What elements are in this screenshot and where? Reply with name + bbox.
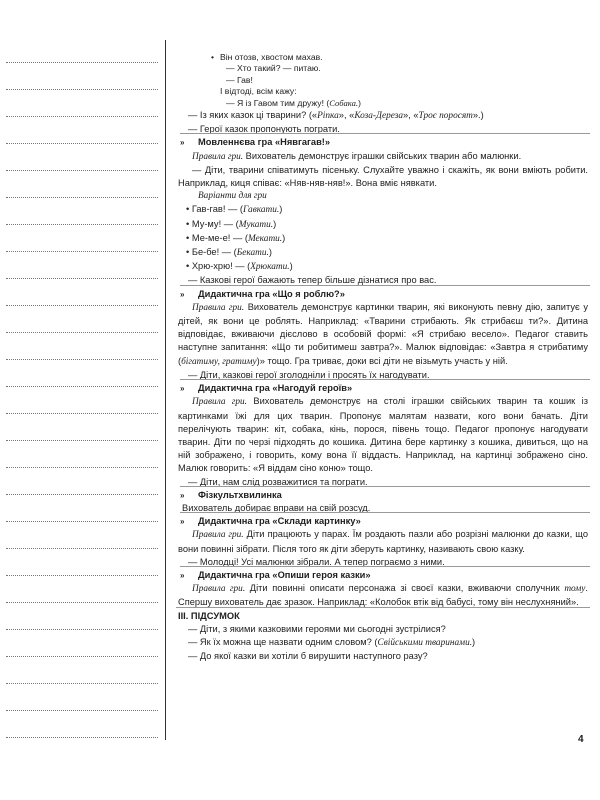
note-line xyxy=(6,224,158,225)
note-line xyxy=(6,197,158,198)
rules-label: Правила гри. xyxy=(192,584,246,595)
bullet-icon: • xyxy=(186,218,192,229)
summary-question: — До якої казки ви хотіли б вирушити наступного разу? xyxy=(188,651,428,662)
double-arrow-icon: » xyxy=(180,570,185,580)
text: », « xyxy=(338,110,355,121)
rules-label: Правила гри. xyxy=(192,397,247,408)
section-heading xyxy=(178,515,588,528)
paragraph: — Діти, тварини співатимуть пісеньку. Слухайте уважно і скажіть, як вони вміють робити. Наприклад, киця співає: «Няв-няв-няв!». Вона вміє нявкати. xyxy=(178,164,588,189)
poem-text: — Я із Гавом тим дружу! ( xyxy=(226,97,330,108)
variant-text: ) xyxy=(282,232,286,243)
rules-italic: тому xyxy=(564,584,586,595)
variant-answer: Гавкати. xyxy=(243,205,280,216)
section-title: Мовленнєва гра «Нявгагав!» xyxy=(198,137,331,148)
rules-label: Правила гри. xyxy=(192,530,244,541)
paragraph: Вихователь добирає вправи на свій розсуд. xyxy=(182,502,371,513)
variant-text: Ме-ме-е! — ( xyxy=(191,232,248,243)
note-line xyxy=(6,629,158,630)
poem xyxy=(178,52,588,109)
summary-question xyxy=(178,636,588,650)
variants-label: Варіанти для гри xyxy=(198,191,267,202)
summary-question: — Діти, з якими казковими героями ми сьогодні зустрілися? xyxy=(188,623,446,634)
variant-text: ) xyxy=(268,247,272,258)
variant-text: Му-му! — ( xyxy=(191,218,239,229)
paragraph: — Молодці! Усі малюнки зібрали. А тепер пограємо з ними. xyxy=(188,556,445,567)
answer: Свійськими тваринами. xyxy=(377,637,473,648)
note-line xyxy=(6,413,158,414)
rules-text: Діти працюють у парах. Їм роздають пазли або розрізні малюнки до казки, що вони повинні зібрати. Після того як діти зберуть картинку, називають свою казку. xyxy=(178,529,588,554)
tale-title: Коза-Дереза xyxy=(354,111,403,122)
poem-line: Він отозв, хвостом махав. xyxy=(220,52,323,62)
variants-list xyxy=(178,203,588,274)
double-arrow-icon: » xyxy=(180,490,185,500)
note-line xyxy=(6,278,158,279)
variant-item xyxy=(186,246,391,260)
note-line xyxy=(6,683,158,684)
rules-paragraph xyxy=(178,582,588,609)
paragraph: — Казкові герої бажають тепер більше дізнатися про вас. xyxy=(188,275,437,286)
rules-text: Діти повинні описати персонажа зі своєї казки, вживаючи сполучник xyxy=(245,583,565,594)
variant-item xyxy=(186,218,391,232)
section-heading xyxy=(178,569,588,582)
section-title: Дидактична гра «Нагодуй героїв» xyxy=(198,383,353,394)
bullet-icon: • xyxy=(186,261,192,272)
bullet-icon: • xyxy=(186,247,192,258)
bullet-icon: • xyxy=(211,52,215,62)
note-line xyxy=(6,116,158,117)
note-line xyxy=(6,548,158,549)
section-heading xyxy=(178,489,588,502)
variant-text: Хрю-хрю! — ( xyxy=(191,261,251,272)
poem-text: ) xyxy=(358,97,361,108)
note-line xyxy=(6,467,158,468)
text: », « xyxy=(403,110,419,121)
poem-answer: Собака. xyxy=(329,97,359,108)
variant-text: Бе-бе! — ( xyxy=(191,247,237,258)
note-line xyxy=(6,251,158,252)
variant-text: ) xyxy=(279,204,283,215)
note-line xyxy=(6,386,158,387)
poem-line xyxy=(220,98,588,109)
page-content xyxy=(178,52,588,663)
variant-item xyxy=(186,203,391,217)
note-line xyxy=(6,575,158,576)
variant-item xyxy=(186,232,391,246)
rules-italic: бігатиму, гратиму xyxy=(181,356,257,367)
bullet-icon: • xyxy=(186,232,192,243)
summary-heading: ІІІ. ПІДСУМОК xyxy=(178,610,588,623)
poem-line: І відтоді, всім кажу: xyxy=(220,86,297,97)
note-line xyxy=(6,710,158,711)
variant-answer: Мекати. xyxy=(247,233,283,244)
note-line xyxy=(6,521,158,522)
tale-title: Ріпка xyxy=(317,111,339,122)
text: — Як їх можна ще назвати одним словом? ( xyxy=(188,636,378,647)
page-number: 4 xyxy=(578,734,584,745)
rules-text: Вихователь демонструє на столі іграшки свійських тварин та кошик із картинками їжі для цих тварин. Пропонує малятам назвати, кого вони бачать. Діти перелічують тварин: кіт, собака, кінь, порося, півень тощо. Педагог пропонує нагодувати тварин. Діти по черзі підходять до кошика. Дитина бере картинку з кошика, дивиться, що на ній зображено, і говорить, кому вона її віддасть. Наприклад, на картинці зображено сіно. Малюк говорить: «Я віддам сіно коню» тощо. xyxy=(178,396,588,474)
note-line xyxy=(6,737,158,738)
paragraph: — Діти, нам слід розважитися та пограти. xyxy=(188,476,368,487)
section-title: Дидактична гра «Що я роблю?» xyxy=(198,288,345,299)
variant-answer: Бекати. xyxy=(236,248,269,259)
text: — Із яких казок ці тварини? (« xyxy=(188,110,318,121)
note-line xyxy=(6,143,158,144)
section-title: Фізкультхвилинка xyxy=(198,489,282,500)
bullet-icon: • xyxy=(186,204,192,215)
double-arrow-icon: » xyxy=(180,384,185,394)
text: ».) xyxy=(472,110,484,121)
double-arrow-icon: » xyxy=(180,517,185,527)
variant-text: ) xyxy=(273,218,277,229)
rules-text: )» тощо. Гра триває, доки всі діти не візьмуть участь у ній. xyxy=(256,355,508,366)
rules-paragraph xyxy=(178,395,588,475)
note-line xyxy=(6,359,158,360)
variant-text: ) xyxy=(289,261,293,272)
note-line xyxy=(6,62,158,63)
note-line xyxy=(6,170,158,171)
rules-text: Вихователь демонструє картинки тварин, які виконують певну дію, запитує у дітей, як вони це роблять. Наприклад: «Тварини стрибають. Як стрибаєш ти?». Дитина відповідає, вживаючи дієслово в особовій формі: «Я стрибаю весело». Педагог ставить наступне запитання: «Що ти робитимеш завтра?». Малюк відповідає: «Завтра я стрибатиму ( xyxy=(178,301,589,366)
note-line xyxy=(6,602,158,603)
variant-answer: Мукати. xyxy=(238,219,274,230)
rules-label: Правила гри. xyxy=(192,302,245,313)
rules-paragraph xyxy=(178,150,588,164)
paragraph: — Герої казок пропонують пограти. xyxy=(188,124,340,135)
question-tales xyxy=(178,109,588,123)
variant-item xyxy=(186,260,391,274)
note-line xyxy=(6,440,158,441)
section-title: Дидактична гра «Склади картинку» xyxy=(198,516,361,527)
note-line xyxy=(6,305,158,306)
double-arrow-icon: » xyxy=(180,289,185,299)
rules-text: Вихователь демонструє іграшки свійських тварин або малюнки. xyxy=(243,150,522,161)
rules-paragraph xyxy=(178,528,588,555)
notes-margin xyxy=(0,40,166,740)
section-heading xyxy=(178,136,588,149)
note-line xyxy=(6,89,158,90)
rules-label: Правила гри. xyxy=(192,151,244,162)
rules-paragraph xyxy=(178,301,588,369)
section-title: Дидактична гра «Опиши героя казки» xyxy=(198,569,371,580)
poem-line: — Хто такий? — питаю. xyxy=(226,63,321,74)
note-line xyxy=(6,332,158,333)
section-heading xyxy=(178,288,588,301)
note-line xyxy=(6,656,158,657)
variant-text: Гав-гав! — ( xyxy=(191,204,243,215)
double-arrow-icon: » xyxy=(180,138,185,148)
text: ) xyxy=(472,636,476,647)
rules-text: . Спершу вихователь дає зразок. Наприклад: «Колобок втік від бабусі, тому він неслухняний». xyxy=(178,583,588,608)
note-line xyxy=(6,494,158,495)
section-heading xyxy=(178,382,588,395)
tale-title: Троє поросят xyxy=(418,111,473,122)
poem-line: — Гав! xyxy=(226,74,253,85)
variant-answer: Хрюкати. xyxy=(250,262,290,273)
paragraph: — Діти, казкові герої зголодніли і просять їх нагодувати. xyxy=(188,369,430,380)
